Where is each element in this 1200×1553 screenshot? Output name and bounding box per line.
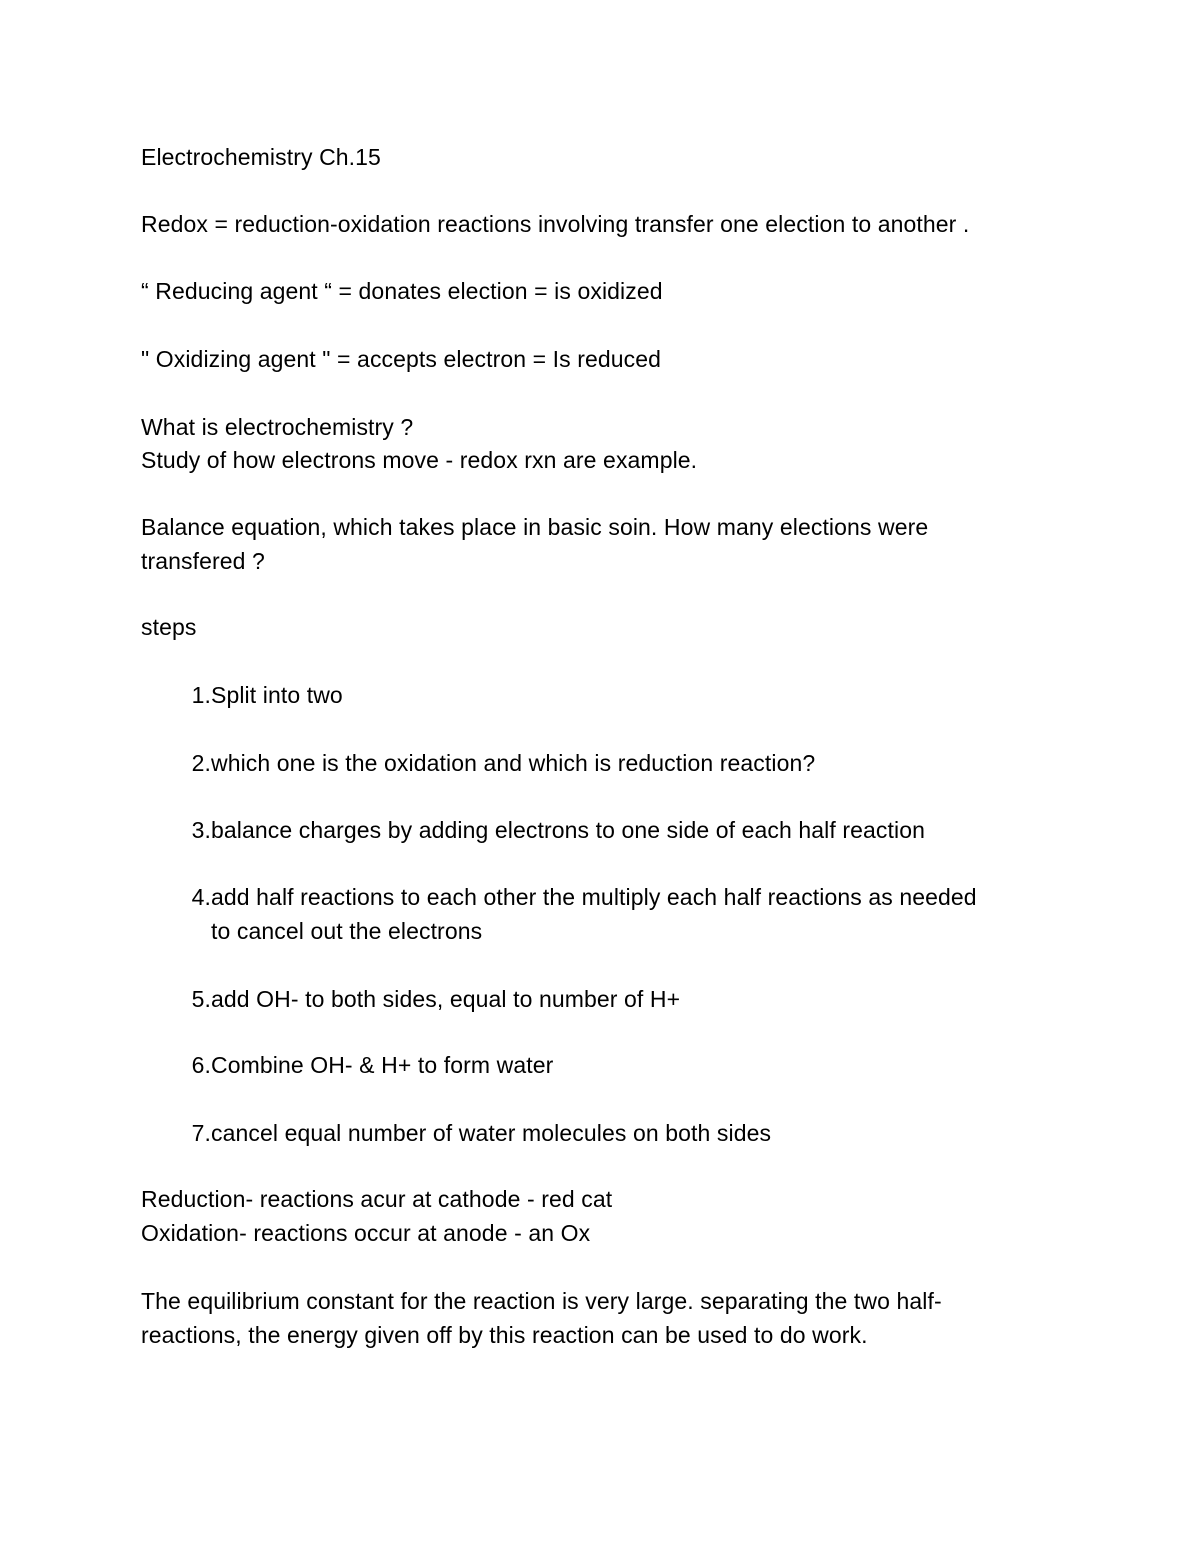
list-item-text: Combine OH- & H+ to form water (211, 1052, 554, 1078)
reducing-agent-definition: “ Reducing agent “ = donates election = is oxidized (141, 278, 663, 304)
steps-heading: steps (141, 614, 197, 640)
list-item-number: 2. (191, 750, 211, 776)
balance-question-line-1: Balance equation, which takes place in basic soin. How many elections were (141, 514, 929, 540)
equilibrium-line-1: The equilibrium constant for the reaction is very large. separating the two half- (141, 1288, 942, 1314)
equilibrium-line-2: reactions, the energy given off by this reaction can be used to do work. (141, 1322, 868, 1348)
list-item (141, 880, 977, 944)
redox-definition: Redox = reduction-oxidation reactions involving transfer one election to another . (141, 211, 970, 237)
list-item (141, 813, 925, 847)
document-title: Electrochemistry Ch.15 (141, 144, 381, 170)
list-item-number: 7. (191, 1120, 211, 1146)
question-line: What is electrochemistry ? (141, 414, 414, 440)
list-item (141, 746, 816, 780)
balance-question-line-2: transfered ? (141, 548, 265, 574)
list-item-number: 3. (191, 817, 211, 843)
oxidizing-agent-definition: " Oxidizing agent " = accepts electron = Is reduced (141, 346, 662, 372)
list-item-number: 6. (191, 1052, 211, 1078)
oxidation-line: Oxidation- reactions occur at anode - an Ox (141, 1220, 591, 1246)
list-item-text: add half reactions to each other the multiply each half reactions as needed (211, 884, 977, 910)
list-item-text: Split into two (211, 682, 343, 708)
list-item-number: 1. (191, 682, 211, 708)
answer-line: Study of how electrons move - redox rxn are example. (141, 447, 698, 473)
reduction-line: Reduction- reactions acur at cathode - red cat (141, 1186, 613, 1212)
list-item-number: 5. (191, 986, 211, 1012)
list-item-text: balance charges by adding electrons to one side of each half reaction (211, 817, 925, 843)
list-item (141, 982, 681, 1016)
list-item-text: add OH- to both sides, equal to number of H+ (211, 986, 681, 1012)
list-item-text-continued: to cancel out the electrons (211, 918, 483, 944)
list-item-text: which one is the oxidation and which is reduction reaction? (211, 750, 816, 776)
list-item (141, 1048, 554, 1082)
list-item (141, 1116, 772, 1150)
list-item-number: 4. (191, 884, 211, 910)
list-item-text: cancel equal number of water molecules on both sides (211, 1120, 772, 1146)
list-item (141, 678, 343, 712)
